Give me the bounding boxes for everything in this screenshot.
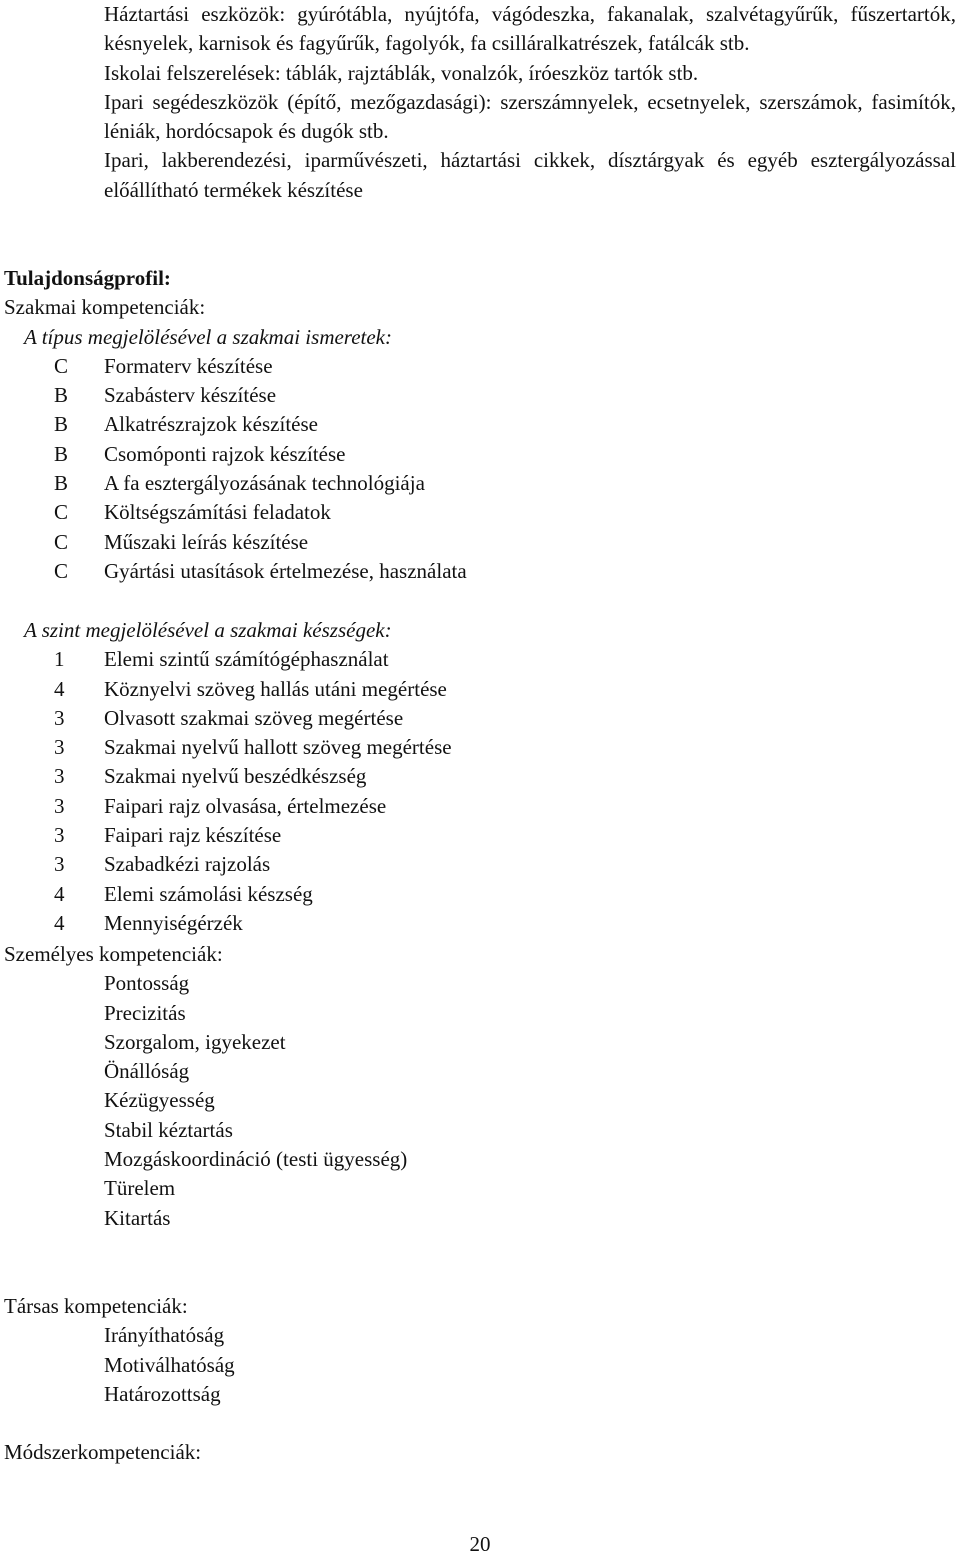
personal-item: Kitartás <box>104 1205 171 1230</box>
knowledge-text: Gyártási utasítások értelmezése, használata <box>104 558 467 583</box>
skill-item <box>4 733 954 762</box>
personal-item: Precizitás <box>104 1000 186 1025</box>
skill-text: Olvasott szakmai szöveg megértése <box>104 705 404 730</box>
knowledge-text: Formaterv készítése <box>104 353 273 378</box>
personal-item: Türelem <box>104 1176 176 1201</box>
skill-level: 3 <box>54 735 65 760</box>
knowledge-type: C <box>54 529 69 554</box>
knowledge-text: Csomóponti rajzok készítése <box>104 441 346 466</box>
skill-level: 4 <box>54 910 65 935</box>
skill-level: 1 <box>54 647 65 672</box>
knowledge-type: B <box>54 412 69 437</box>
skill-text: Szakmai nyelvű hallott szöveg megértése <box>104 735 452 760</box>
intro-paragraph: Iskolai felszerelések: táblák, rajztáblák, vonalzók, íróeszköz tartók stb. <box>104 60 699 85</box>
skill-text: Köznyelvi szöveg hallás utáni megértése <box>104 676 447 701</box>
skill-text: Faipari rajz készítése <box>104 823 282 848</box>
personal-item: Pontosság <box>104 971 190 996</box>
intro-list <box>104 0 956 205</box>
personal-item: Mozgáskoordináció (testi ügyesség) <box>104 1147 408 1172</box>
knowledge-text: Költségszámítási feladatok <box>104 500 331 525</box>
skill-item <box>4 762 954 791</box>
social-item: Motiválhatóság <box>104 1352 235 1377</box>
social-section <box>4 1292 954 1409</box>
method-competencies-label: Módszerkompetenciák: <box>4 1440 202 1464</box>
skill-level: 3 <box>54 764 65 789</box>
skill-item <box>4 675 954 704</box>
page-number: 20 <box>469 1532 491 1556</box>
skill-text: Szakmai nyelvű beszédkészség <box>104 764 367 789</box>
skill-item <box>4 880 954 909</box>
intro-paragraph: Háztartási eszközök: gyúrótábla, nyújtófa, vágódeszka, fakanalak, szalvétagyűrűk, fűszertartók, késnyelek, karnisok és fagyűrűk, fagolyók, fa csilláralkatrészek, fatálcák stb. <box>104 2 956 56</box>
intro-paragraph: Ipari segédeszközök (építő, mezőgazdasági): szerszámnyelek, ecsetnyelek, szerszámok, fasimítók, léniák, hordócsapok és dugók stb. <box>104 89 956 144</box>
knowledge-heading: A típus megjelölésével a szakmai ismeretek: <box>24 324 392 349</box>
knowledge-type: B <box>54 441 69 466</box>
knowledge-text: Alkatrészrajzok készítése <box>104 412 318 437</box>
knowledge-type: C <box>54 500 69 525</box>
social-item: Irányíthatóság <box>104 1323 225 1348</box>
knowledge-type: B <box>54 471 69 496</box>
profile-section <box>4 264 954 586</box>
personal-item: Kézügyesség <box>104 1088 215 1113</box>
knowledge-text: Műszaki leírás készítése <box>104 529 309 554</box>
skill-text: Elemi számolási készség <box>104 881 313 906</box>
skill-item <box>4 909 954 938</box>
professional-competencies-label: Szakmai kompetenciák: <box>4 295 206 320</box>
skill-level: 3 <box>54 705 65 730</box>
knowledge-type: B <box>54 383 69 408</box>
knowledge-text: Szabásterv készítése <box>104 383 277 408</box>
social-item: Határozottság <box>104 1381 221 1406</box>
personal-item: Stabil kéztartás <box>104 1117 233 1142</box>
knowledge-item <box>4 440 954 469</box>
profile-title: Tulajdonságprofil: <box>4 266 171 290</box>
method-section <box>4 1438 954 1467</box>
knowledge-item <box>4 528 954 557</box>
skill-level: 3 <box>54 852 65 877</box>
skill-level: 3 <box>54 823 65 848</box>
skill-item <box>4 645 954 674</box>
knowledge-item <box>4 352 954 381</box>
skill-item <box>4 792 954 821</box>
knowledge-item <box>4 410 954 439</box>
personal-section <box>4 940 954 1233</box>
skills-section <box>4 616 954 938</box>
skill-text: Mennyiségérzék <box>104 910 243 935</box>
skills-list <box>4 645 954 938</box>
personal-competencies-label: Személyes kompetenciák: <box>4 942 223 966</box>
skill-text: Elemi szintű számítógéphasználat <box>104 647 389 672</box>
skill-item <box>4 704 954 733</box>
skill-level: 4 <box>54 881 65 906</box>
skill-level: 4 <box>54 676 65 701</box>
intro-paragraph: Ipari, lakberendezési, iparművészeti, háztartási cikkek, dísztárgyak és egyéb esztergályozással előállítható termékek készítése <box>104 148 956 202</box>
knowledge-item <box>4 498 954 527</box>
skill-level: 3 <box>54 793 65 818</box>
knowledge-type: C <box>54 353 69 378</box>
knowledge-item <box>4 557 954 586</box>
knowledge-text: A fa esztergályozásának technológiája <box>104 471 425 496</box>
knowledge-list <box>4 352 954 586</box>
skills-heading: A szint megjelölésével a szakmai készségek: <box>24 618 392 642</box>
personal-item: Önállóság <box>104 1059 190 1084</box>
skill-text: Faipari rajz olvasása, értelmezése <box>104 793 387 818</box>
knowledge-item <box>4 381 954 410</box>
skill-text: Szabadkézi rajzolás <box>104 852 271 877</box>
knowledge-item <box>4 469 954 498</box>
skill-item <box>4 821 954 850</box>
social-competencies-label: Társas kompetenciák: <box>4 1294 188 1318</box>
skill-item <box>4 850 954 879</box>
knowledge-type: C <box>54 558 69 583</box>
personal-item: Szorgalom, igyekezet <box>104 1029 286 1054</box>
